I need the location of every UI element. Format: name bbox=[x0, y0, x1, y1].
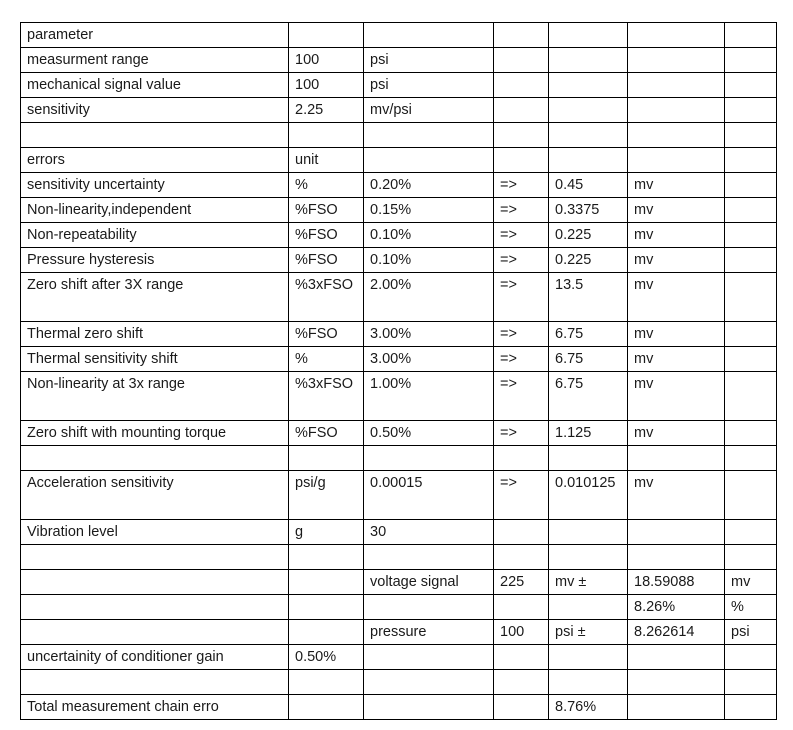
table-cell[interactable]: 0.15% bbox=[364, 198, 494, 223]
table-cell[interactable]: mv bbox=[628, 421, 725, 446]
table-row bbox=[21, 148, 777, 173]
table-cell[interactable] bbox=[628, 520, 725, 545]
table-row bbox=[21, 595, 777, 620]
table-cell[interactable]: mv bbox=[628, 471, 725, 520]
table-cell[interactable]: Thermal zero shift bbox=[21, 322, 289, 347]
table-cell[interactable] bbox=[289, 670, 364, 695]
table-cell[interactable]: %FSO bbox=[289, 322, 364, 347]
table-cell[interactable]: mv bbox=[628, 223, 725, 248]
table-cell[interactable] bbox=[725, 173, 777, 198]
table-row bbox=[21, 98, 777, 123]
table-cell[interactable] bbox=[364, 545, 494, 570]
table-cell[interactable]: psi bbox=[364, 48, 494, 73]
table-cell[interactable] bbox=[628, 123, 725, 148]
table-cell[interactable]: errors bbox=[21, 148, 289, 173]
table-cell[interactable] bbox=[549, 446, 628, 471]
table-cell[interactable] bbox=[725, 670, 777, 695]
table-cell[interactable] bbox=[725, 248, 777, 273]
table-cell[interactable]: 8.262614 bbox=[628, 620, 725, 645]
table-row bbox=[21, 223, 777, 248]
table-cell[interactable]: mv bbox=[725, 570, 777, 595]
table-cell[interactable] bbox=[628, 48, 725, 73]
table-cell[interactable]: 8.76% bbox=[549, 695, 628, 720]
table-body bbox=[21, 23, 777, 720]
table-cell[interactable]: 18.59088 bbox=[628, 570, 725, 595]
table-cell[interactable] bbox=[549, 545, 628, 570]
table-cell[interactable] bbox=[628, 23, 725, 48]
table-cell[interactable] bbox=[725, 446, 777, 471]
table-cell[interactable]: %FSO bbox=[289, 421, 364, 446]
table-cell[interactable] bbox=[725, 421, 777, 446]
table-row bbox=[21, 695, 777, 720]
table-cell[interactable] bbox=[725, 347, 777, 372]
table-cell[interactable]: Total measurement chain erro bbox=[21, 695, 289, 720]
table-cell[interactable] bbox=[289, 545, 364, 570]
table-cell[interactable] bbox=[725, 98, 777, 123]
table-cell[interactable]: 0.50% bbox=[364, 421, 494, 446]
table-cell[interactable]: pressure bbox=[364, 620, 494, 645]
table-cell[interactable]: mv bbox=[628, 372, 725, 421]
table-cell[interactable]: 100 bbox=[289, 73, 364, 98]
table-cell[interactable] bbox=[549, 520, 628, 545]
table-cell[interactable]: => bbox=[494, 248, 549, 273]
table-cell[interactable] bbox=[725, 273, 777, 322]
table-cell[interactable]: 0.10% bbox=[364, 248, 494, 273]
table-cell[interactable] bbox=[289, 123, 364, 148]
spreadsheet-container bbox=[20, 22, 777, 720]
table-cell[interactable] bbox=[494, 670, 549, 695]
table-cell[interactable] bbox=[494, 98, 549, 123]
table-cell[interactable] bbox=[549, 73, 628, 98]
table-cell[interactable]: mv bbox=[628, 198, 725, 223]
table-row bbox=[21, 248, 777, 273]
table-cell[interactable] bbox=[725, 23, 777, 48]
table-cell[interactable] bbox=[725, 322, 777, 347]
table-cell[interactable]: 100 bbox=[289, 48, 364, 73]
table-row bbox=[21, 372, 777, 421]
table-row bbox=[21, 545, 777, 570]
table-cell[interactable]: 30 bbox=[364, 520, 494, 545]
table-cell[interactable] bbox=[725, 148, 777, 173]
table-cell[interactable]: 13.5 bbox=[549, 273, 628, 322]
table-cell[interactable]: parameter bbox=[21, 23, 289, 48]
table-cell[interactable]: => bbox=[494, 173, 549, 198]
table-cell[interactable]: uncertainity of conditioner gain bbox=[21, 645, 289, 670]
table-cell[interactable]: => bbox=[494, 198, 549, 223]
table-cell[interactable] bbox=[364, 446, 494, 471]
table-cell[interactable]: 1.00% bbox=[364, 372, 494, 421]
table-cell[interactable]: => bbox=[494, 322, 549, 347]
table-row bbox=[21, 73, 777, 98]
table-cell[interactable]: Thermal sensitivity shift bbox=[21, 347, 289, 372]
table-cell[interactable] bbox=[725, 520, 777, 545]
table-cell[interactable]: 0.00015 bbox=[364, 471, 494, 520]
table-cell[interactable]: mv bbox=[628, 322, 725, 347]
table-cell[interactable] bbox=[21, 545, 289, 570]
table-cell[interactable] bbox=[725, 471, 777, 520]
table-cell[interactable]: 0.225 bbox=[549, 223, 628, 248]
table-cell[interactable]: mv bbox=[628, 347, 725, 372]
table-cell[interactable]: %3xFSO bbox=[289, 273, 364, 322]
table-cell[interactable] bbox=[725, 123, 777, 148]
table-cell[interactable] bbox=[628, 446, 725, 471]
table-cell[interactable] bbox=[364, 148, 494, 173]
table-cell[interactable] bbox=[494, 148, 549, 173]
table-cell[interactable] bbox=[494, 48, 549, 73]
table-cell[interactable]: mv ± bbox=[549, 570, 628, 595]
table-row bbox=[21, 620, 777, 645]
table-cell[interactable]: => bbox=[494, 223, 549, 248]
error-budget-table bbox=[20, 22, 777, 720]
table-cell[interactable] bbox=[21, 595, 289, 620]
table-cell[interactable] bbox=[289, 620, 364, 645]
table-cell[interactable]: Vibration level bbox=[21, 520, 289, 545]
table-cell[interactable]: 0.010125 bbox=[549, 471, 628, 520]
table-cell[interactable] bbox=[494, 446, 549, 471]
table-cell[interactable] bbox=[289, 570, 364, 595]
table-cell[interactable] bbox=[628, 695, 725, 720]
table-cell[interactable]: psi ± bbox=[549, 620, 628, 645]
table-cell[interactable]: %FSO bbox=[289, 223, 364, 248]
table-row bbox=[21, 520, 777, 545]
table-cell[interactable] bbox=[364, 670, 494, 695]
table-cell[interactable] bbox=[725, 48, 777, 73]
table-cell[interactable] bbox=[725, 545, 777, 570]
table-cell[interactable]: mv bbox=[628, 273, 725, 322]
table-row bbox=[21, 322, 777, 347]
table-cell[interactable]: g bbox=[289, 520, 364, 545]
table-cell[interactable]: 0.10% bbox=[364, 223, 494, 248]
table-cell[interactable] bbox=[21, 123, 289, 148]
table-cell[interactable] bbox=[549, 670, 628, 695]
table-cell[interactable] bbox=[494, 123, 549, 148]
table-cell[interactable]: Zero shift with mounting torque bbox=[21, 421, 289, 446]
table-cell[interactable] bbox=[289, 695, 364, 720]
table-cell[interactable]: 2.25 bbox=[289, 98, 364, 123]
table-cell[interactable] bbox=[725, 645, 777, 670]
table-cell[interactable] bbox=[628, 670, 725, 695]
table-cell[interactable]: % bbox=[725, 595, 777, 620]
table-cell[interactable] bbox=[21, 670, 289, 695]
table-cell[interactable] bbox=[549, 595, 628, 620]
table-cell[interactable]: 2.00% bbox=[364, 273, 494, 322]
table-cell[interactable]: 3.00% bbox=[364, 347, 494, 372]
table-cell[interactable]: 1.125 bbox=[549, 421, 628, 446]
table-cell[interactable] bbox=[725, 198, 777, 223]
table-cell[interactable]: %3xFSO bbox=[289, 372, 364, 421]
table-row bbox=[21, 421, 777, 446]
table-cell[interactable]: mv bbox=[628, 173, 725, 198]
table-row bbox=[21, 23, 777, 48]
table-cell[interactable]: psi/g bbox=[289, 471, 364, 520]
table-cell[interactable]: => bbox=[494, 372, 549, 421]
table-cell[interactable] bbox=[549, 23, 628, 48]
table-cell[interactable] bbox=[364, 645, 494, 670]
table-cell[interactable] bbox=[628, 148, 725, 173]
table-cell[interactable] bbox=[21, 620, 289, 645]
table-cell[interactable]: unit bbox=[289, 148, 364, 173]
table-cell[interactable] bbox=[628, 73, 725, 98]
table-cell[interactable] bbox=[725, 73, 777, 98]
table-cell[interactable]: psi bbox=[364, 73, 494, 98]
table-cell[interactable]: => bbox=[494, 421, 549, 446]
table-row bbox=[21, 471, 777, 520]
table-cell[interactable]: Zero shift after 3X range bbox=[21, 273, 289, 322]
table-cell[interactable]: psi bbox=[725, 620, 777, 645]
table-cell[interactable] bbox=[628, 545, 725, 570]
table-cell[interactable]: 0.3375 bbox=[549, 198, 628, 223]
table-row bbox=[21, 645, 777, 670]
table-cell[interactable] bbox=[494, 695, 549, 720]
table-cell[interactable]: Pressure hysteresis bbox=[21, 248, 289, 273]
table-cell[interactable] bbox=[364, 123, 494, 148]
table-cell[interactable]: % bbox=[289, 347, 364, 372]
table-cell[interactable] bbox=[494, 23, 549, 48]
table-cell[interactable]: 6.75 bbox=[549, 372, 628, 421]
table-cell[interactable]: mv/psi bbox=[364, 98, 494, 123]
table-cell[interactable] bbox=[289, 23, 364, 48]
table-cell[interactable] bbox=[725, 372, 777, 421]
table-cell[interactable]: => bbox=[494, 471, 549, 520]
table-cell[interactable]: 0.225 bbox=[549, 248, 628, 273]
table-row bbox=[21, 198, 777, 223]
table-cell[interactable] bbox=[364, 695, 494, 720]
table-cell[interactable]: mv bbox=[628, 248, 725, 273]
table-row bbox=[21, 670, 777, 695]
table-cell[interactable]: 8.26% bbox=[628, 595, 725, 620]
table-cell[interactable]: Acceleration sensitivity bbox=[21, 471, 289, 520]
table-cell[interactable]: 0.45 bbox=[549, 173, 628, 198]
table-cell[interactable] bbox=[494, 645, 549, 670]
table-row bbox=[21, 347, 777, 372]
table-cell[interactable]: 0.50% bbox=[289, 645, 364, 670]
table-cell[interactable] bbox=[494, 73, 549, 98]
table-row bbox=[21, 570, 777, 595]
table-cell[interactable]: measurment range bbox=[21, 48, 289, 73]
table-row bbox=[21, 446, 777, 471]
table-cell[interactable] bbox=[364, 595, 494, 620]
table-cell[interactable]: 100 bbox=[494, 620, 549, 645]
table-cell[interactable] bbox=[628, 645, 725, 670]
table-cell[interactable] bbox=[494, 545, 549, 570]
table-cell[interactable] bbox=[494, 520, 549, 545]
table-cell[interactable]: Non-repeatability bbox=[21, 223, 289, 248]
table-cell[interactable]: => bbox=[494, 347, 549, 372]
table-cell[interactable]: % bbox=[289, 173, 364, 198]
table-cell[interactable] bbox=[549, 148, 628, 173]
table-cell[interactable]: Non-linearity at 3x range bbox=[21, 372, 289, 421]
table-cell[interactable] bbox=[549, 645, 628, 670]
table-row bbox=[21, 273, 777, 322]
table-cell[interactable]: 6.75 bbox=[549, 347, 628, 372]
table-cell[interactable] bbox=[549, 98, 628, 123]
table-cell[interactable]: mechanical signal value bbox=[21, 73, 289, 98]
table-cell[interactable] bbox=[725, 223, 777, 248]
table-cell[interactable] bbox=[725, 695, 777, 720]
table-cell[interactable]: 3.00% bbox=[364, 322, 494, 347]
table-cell[interactable] bbox=[549, 123, 628, 148]
table-row bbox=[21, 173, 777, 198]
table-cell[interactable]: %FSO bbox=[289, 198, 364, 223]
table-cell[interactable]: %FSO bbox=[289, 248, 364, 273]
table-row bbox=[21, 123, 777, 148]
table-cell[interactable] bbox=[21, 570, 289, 595]
table-cell[interactable] bbox=[549, 48, 628, 73]
table-cell[interactable] bbox=[494, 595, 549, 620]
table-cell[interactable] bbox=[289, 595, 364, 620]
table-cell[interactable] bbox=[289, 446, 364, 471]
table-cell[interactable]: sensitivity bbox=[21, 98, 289, 123]
table-cell[interactable]: 225 bbox=[494, 570, 549, 595]
table-cell[interactable]: 6.75 bbox=[549, 322, 628, 347]
table-cell[interactable] bbox=[21, 446, 289, 471]
table-cell[interactable] bbox=[364, 23, 494, 48]
table-cell[interactable]: Non-linearity,independent bbox=[21, 198, 289, 223]
table-cell[interactable]: sensitivity uncertainty bbox=[21, 173, 289, 198]
table-cell[interactable]: voltage signal bbox=[364, 570, 494, 595]
table-cell[interactable]: => bbox=[494, 273, 549, 322]
table-cell[interactable]: 0.20% bbox=[364, 173, 494, 198]
table-row bbox=[21, 48, 777, 73]
table-cell[interactable] bbox=[628, 98, 725, 123]
